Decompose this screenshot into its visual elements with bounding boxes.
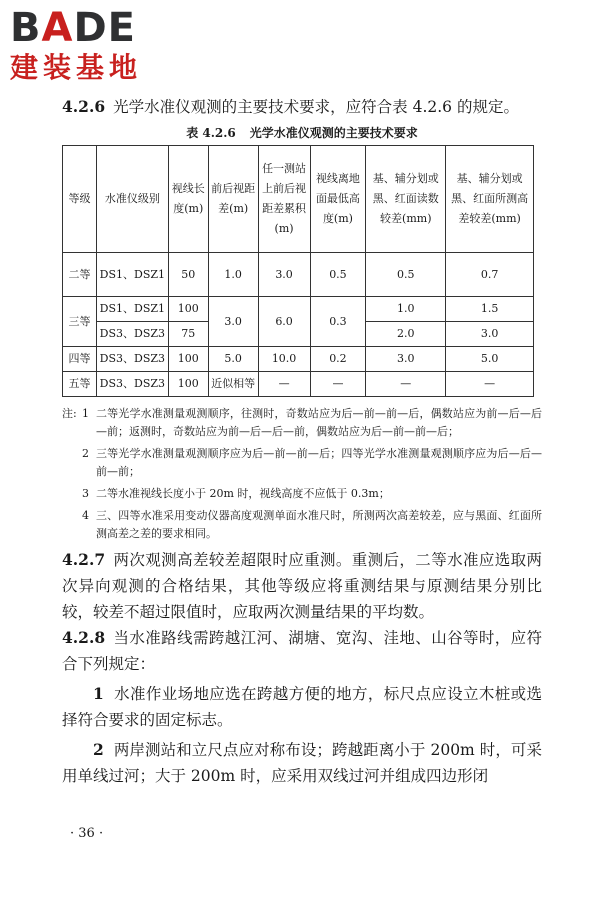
note-item — [62, 445, 542, 481]
table-cell: 10.0 — [258, 347, 310, 372]
table-cell: 5.0 — [446, 347, 534, 372]
table-cell: 3.0 — [366, 347, 446, 372]
table-cell: 100 — [168, 372, 208, 397]
note-text: 二等光学水准测量观测顺序，往测时，奇数站应为后—前—前—后，偶数站应为前—后—后—前；返测时，奇数站应为前—后—后—前，偶数站应为后—前—前—后； — [96, 407, 542, 438]
clause-number: 4.2.7 — [62, 550, 106, 569]
clause-text: 两次观测高差较差超限时应重测。重测后，二等水准应选取两次异向观测的合格结果，其他等级应将重测结果与原测结果分别比较，较差不超过限值时，应取两次测量结果的平均数。 — [62, 551, 542, 621]
note-text: 三、四等水准采用变动仪器高度观测单面水准尺时，所测两次高差较差，应与黑面、红面所测高差之差的要求相同。 — [96, 509, 542, 540]
table-row — [63, 372, 534, 397]
table-cell: 二等 — [63, 253, 97, 297]
table-cell: 50 — [168, 253, 208, 297]
page-number: · 36 · — [70, 826, 104, 841]
publisher-logo — [10, 6, 180, 84]
header-cell: 基、辅分划或黑、红面读数较差(mm) — [366, 146, 446, 253]
header-cell: 视线离地面最低高度(m) — [310, 146, 366, 253]
table-cell: 0.7 — [446, 253, 534, 297]
clause-4-2-8 — [62, 625, 542, 677]
table-cell: 6.0 — [258, 297, 310, 347]
table-cell: 0.2 — [310, 347, 366, 372]
table-caption — [62, 124, 542, 141]
table-row — [63, 297, 534, 322]
note-number: 1 — [82, 407, 89, 420]
logo-subtitle: 建装基地 — [10, 51, 143, 84]
note-number: 4 — [82, 509, 89, 522]
table-cell: DS1、DSZ1 — [96, 253, 168, 297]
table-row — [63, 347, 534, 372]
item-text: 水准作业场地应选在跨越方便的地方，标尺点应设立木桩或选择符合要求的固定标志。 — [62, 685, 542, 729]
header-cell: 视线长度(m) — [168, 146, 208, 253]
table-cell: — — [258, 372, 310, 397]
table-cell: 100 — [168, 347, 208, 372]
note-text: 三等光学水准测量观测顺序应为后—前—前—后；四等光学水准测量观测顺序应为后—后—前—前； — [96, 447, 542, 478]
table-cell: DS1、DSZ1 — [96, 297, 168, 322]
header-cell: 前后视距差(m) — [208, 146, 258, 253]
table-cell: 五等 — [63, 372, 97, 397]
table-cell: 0.5 — [366, 253, 446, 297]
list-item — [62, 681, 542, 733]
table-title: 光学水准仪观测的主要技术要求 — [249, 126, 418, 140]
table-cell: 近似相等 — [208, 372, 258, 397]
table-cell: 0.5 — [310, 253, 366, 297]
header-cell: 基、辅分划或黑、红面所测高差较差(mm) — [446, 146, 534, 253]
item-text: 两岸测站和立尺点应对称布设；跨越距离小于 200m 时，可采用单线过河；大于 200m 时，应采用双线过河并组成四边形闭 — [62, 741, 542, 785]
clause-number: 4.2.8 — [62, 628, 106, 647]
note-item — [62, 507, 542, 543]
logo-wordmark: BADE — [10, 5, 136, 51]
note-text: 二等水准视线长度小于 20m 时，视线高度不应低于 0.3m； — [96, 487, 390, 500]
table-row — [63, 253, 534, 297]
note-item — [62, 485, 542, 503]
table-cell: 75 — [168, 322, 208, 347]
note-item — [62, 405, 542, 441]
header-cell: 水准仪级别 — [96, 146, 168, 253]
table-cell: 3.0 — [446, 322, 534, 347]
table-cell: 100 — [168, 297, 208, 322]
clause-text: 光学水准仪观测的主要技术要求，应符合表 4.2.6 的规定。 — [113, 98, 519, 116]
table-cell: 四等 — [63, 347, 97, 372]
list-item — [62, 737, 542, 789]
page-body — [62, 94, 542, 789]
item-number: 2 — [93, 740, 104, 759]
notes-label: 注: — [62, 407, 77, 420]
table-cell: 1.5 — [446, 297, 534, 322]
table-cell: 3.0 — [208, 297, 258, 347]
clause-text: 当水准路线需跨越江河、湖塘、宽沟、洼地、山谷等时，应符合下列规定： — [62, 629, 542, 673]
note-number: 3 — [82, 487, 89, 500]
clause-4-2-6 — [62, 94, 542, 120]
table-cell: 2.0 — [366, 322, 446, 347]
table-cell: 3.0 — [258, 253, 310, 297]
table-cell: — — [310, 372, 366, 397]
table-number: 表 4.2.6 — [186, 126, 236, 140]
table-notes — [62, 405, 542, 543]
table-cell: DS3、DSZ3 — [96, 372, 168, 397]
table-cell: — — [366, 372, 446, 397]
table-cell: DS3、DSZ3 — [96, 347, 168, 372]
technical-requirements-table — [62, 145, 534, 397]
table-cell: 0.3 — [310, 297, 366, 347]
table-cell: 三等 — [63, 297, 97, 347]
table-cell: DS3、DSZ3 — [96, 322, 168, 347]
table-cell: 5.0 — [208, 347, 258, 372]
note-number: 2 — [82, 447, 89, 460]
table-cell: — — [446, 372, 534, 397]
table-cell: 1.0 — [208, 253, 258, 297]
header-cell: 任一测站上前后视距差累积(m) — [258, 146, 310, 253]
header-cell: 等级 — [63, 146, 97, 253]
table-cell: 1.0 — [366, 297, 446, 322]
item-number: 1 — [93, 684, 104, 703]
clause-number: 4.2.6 — [62, 97, 106, 116]
clause-4-2-7 — [62, 547, 542, 625]
table-header-row — [63, 146, 534, 253]
